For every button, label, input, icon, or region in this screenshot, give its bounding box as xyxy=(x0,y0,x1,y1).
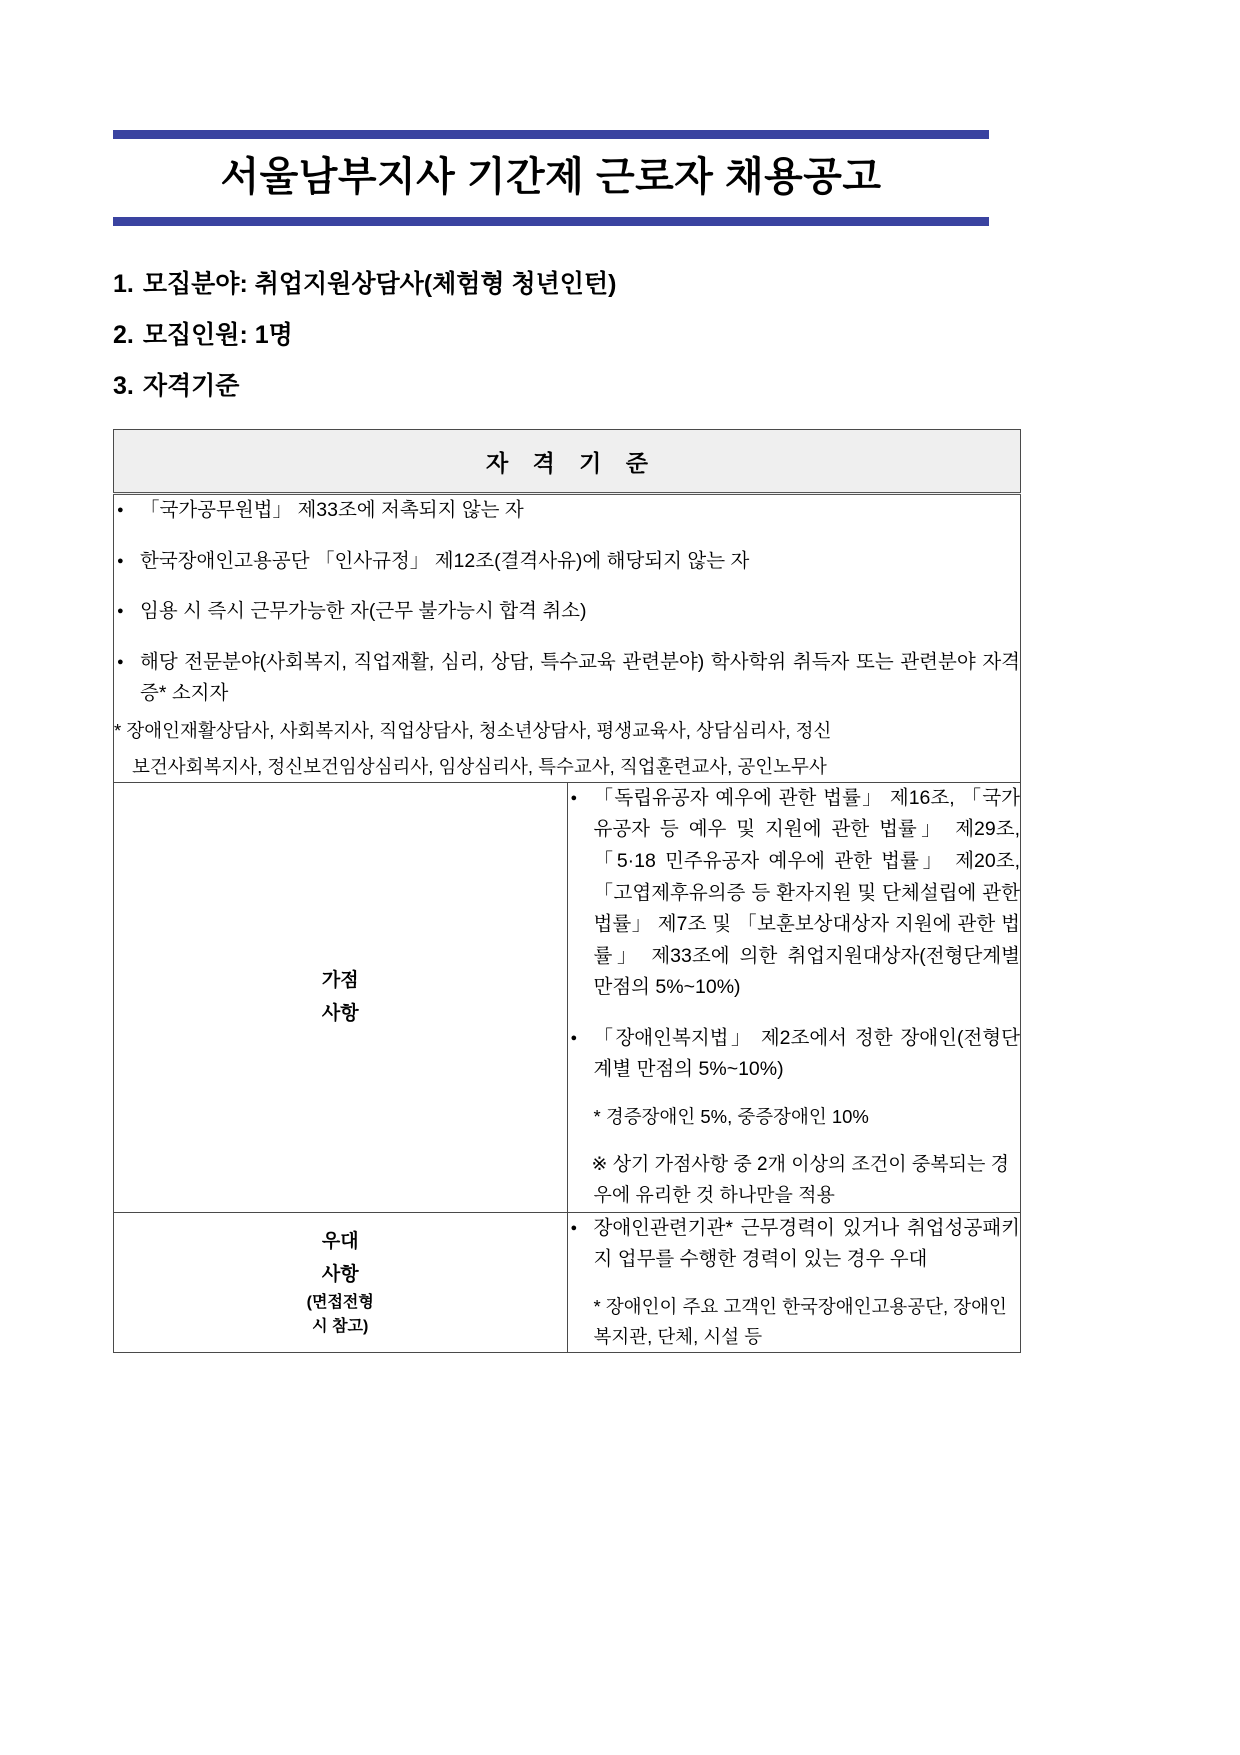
bonus-criteria-cell xyxy=(567,782,1021,1212)
certificate-note-line-2: 보건사회복지사, 정신보건임상심리사, 임상심리사, 특수교사, 직업훈련교사, 공인노무사 xyxy=(132,755,827,777)
bonus-bullet-list xyxy=(568,783,1021,1086)
table-header-title: 자 격 기 준 xyxy=(114,430,1021,494)
section-item-3 xyxy=(113,374,1122,399)
section-item-2 xyxy=(113,323,1122,348)
section-list xyxy=(113,272,1122,399)
row-label-preference-line2: 사항 xyxy=(321,1264,359,1286)
section-text-1: 모집분야: 취업지원상담사(체험형 청년인턴) xyxy=(142,270,617,298)
section-item-1 xyxy=(113,272,1122,297)
qualification-general-cell xyxy=(114,494,1021,783)
certificate-note-line-1: * 장애인재활상담사, 사회복지사, 직업상담사, 청소년상담사, 평생교육사, 상담심리사, 정신 xyxy=(114,719,832,741)
bonus-sub-note: * 경증장애인 5%, 중증장애인 10% xyxy=(593,1106,869,1128)
qualification-table xyxy=(113,429,1021,1353)
row-label-preference-line1: 우대 xyxy=(321,1230,359,1252)
section-text-2: 모집인원: 1명 xyxy=(142,321,293,349)
section-index-3: 3. xyxy=(113,372,134,400)
list-item: ● 「국가공무원법」 제33조에 저촉되지 않는 자 xyxy=(114,495,1020,527)
row-label-bonus-line2: 사항 xyxy=(321,1003,359,1025)
table-row xyxy=(114,494,1021,783)
list-item: ● 해당 전문분야(사회복지, 직업재활, 심리, 상담, 특수교육 관련분야) 학사학위 취득자 또는 관련분야 자격증* 소지자 xyxy=(114,647,1020,710)
table-row xyxy=(114,1212,1021,1352)
preference-bullet-list xyxy=(568,1213,1021,1276)
title-bottom-rule xyxy=(113,217,989,226)
preference-criteria-cell xyxy=(567,1212,1021,1352)
row-label-preference-sub2: 시 참고) xyxy=(312,1318,369,1336)
page-title: 서울남부지사 기간제 근로자 채용공고 xyxy=(220,155,882,199)
list-item: ● 한국장애인고용공단 「인사규정」 제12조(결격사유)에 해당되지 않는 자 xyxy=(114,546,1020,578)
row-label-preference-sub1: (면접전형 xyxy=(306,1294,374,1312)
list-item: ● 「독립유공자 예우에 관한 법률」 제16조, 「국가유공자 등 예우 및 지원에 관한 법률」 제29조, 「5·18 민주유공자 예우에 관한 법률」 제20조, 「고엽제후유의증 등 환자지원 및 단체설립에 관한 법률」 제7조 및 「보훈보상대상자 지원에 관한 법률」 제33조에 의한 취업지원대상자(전형단계별 만점의 5%~10%) xyxy=(568,783,1021,1004)
row-label-bonus xyxy=(114,782,568,1212)
list-item: ● 장애인관련기관* 근무경력이 있거나 취업성공패키지 업무를 수행한 경력이 있는 경우 우대 xyxy=(568,1213,1021,1276)
qualification-bullet-list xyxy=(114,495,1020,710)
table-row xyxy=(114,782,1021,1212)
table-header-row xyxy=(114,430,1021,494)
bonus-mark-note: ※ 상기 가점사항 중 2개 이상의 조건이 중복되는 경우에 유리한 것 하나만을 적용 xyxy=(591,1154,1009,1206)
title-block xyxy=(113,130,1122,226)
row-label-bonus-line1: 가점 xyxy=(321,969,359,991)
list-item: ● 임용 시 즉시 근무가능한 자(근무 불가능시 합격 취소) xyxy=(114,596,1020,628)
list-item: ● 「장애인복지법」 제2조에서 정한 장애인(전형단계별 만점의 5%~10%) xyxy=(568,1023,1021,1086)
section-index-1: 1. xyxy=(113,270,134,298)
section-index-2: 2. xyxy=(113,321,134,349)
title-top-rule xyxy=(113,130,989,139)
row-label-preference xyxy=(114,1212,568,1352)
preference-sub-note: * 장애인이 주요 고객인 한국장애인고용공단, 장애인복지관, 단체, 시설 등 xyxy=(593,1295,1007,1347)
section-text-3: 자격기준 xyxy=(142,372,240,400)
